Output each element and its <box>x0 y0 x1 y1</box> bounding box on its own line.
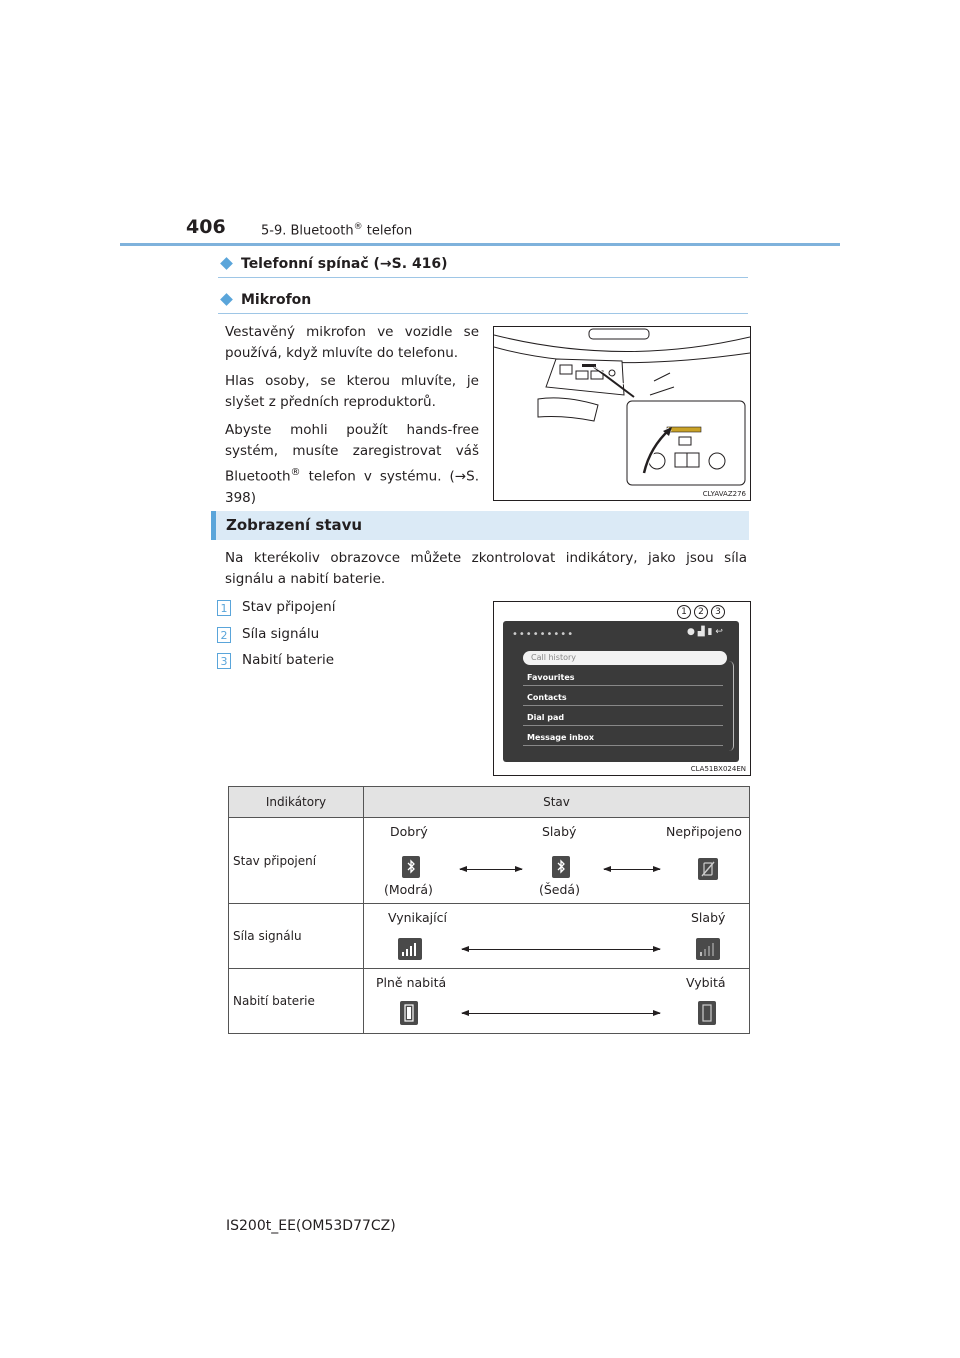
subheading-microphone: Mikrofon <box>218 292 748 314</box>
screen-dots: ••••••••• <box>512 629 575 640</box>
row-label-battery: Nabití baterie <box>229 969 364 1034</box>
header-indicators: Indikátory <box>229 787 364 818</box>
screen-figure-code: CLA51BX024EN <box>690 765 746 773</box>
page-number: 406 <box>186 216 226 238</box>
table-row <box>229 818 750 904</box>
item-label-signal: Síla signálu <box>242 626 320 642</box>
menu-item-contacts: Contacts <box>527 693 567 702</box>
status-indicators <box>687 627 723 637</box>
double-arrow-icon <box>604 869 660 870</box>
double-arrow-icon <box>462 1013 660 1014</box>
table-row <box>229 969 750 1034</box>
mic-paragraph-1: Vestavěný mikrofon ve vozidle se používá, když mluvíte do telefonu. <box>225 324 479 361</box>
label-signal-weak: Slabý <box>691 910 726 925</box>
mic-figure-code: CLYAVAZ276 <box>702 490 746 498</box>
item-number-1: 1 <box>217 600 231 616</box>
row-label-connection: Stav připojení <box>229 818 364 904</box>
header-rule <box>120 243 840 246</box>
signal-weak-icon <box>696 938 720 963</box>
battery-empty-icon <box>698 1001 716 1028</box>
back-icon: ↩ <box>715 627 723 637</box>
label-full: Plně nabitá <box>376 975 447 990</box>
header-status: Stav <box>364 787 750 818</box>
subheading-phone-switch: Telefonní spínač (→S. 416) <box>218 256 748 278</box>
signal-full-icon <box>398 938 422 963</box>
connection-status-cell <box>364 818 749 903</box>
diamond-bullet-icon <box>220 257 233 270</box>
bluetooth-blue-icon <box>402 856 420 881</box>
footer-model-code: IS200t_EE(OM53D77CZ) <box>226 1218 396 1234</box>
menu-item-favourites: Favourites <box>527 673 575 682</box>
item-label-battery: Nabití baterie <box>242 652 335 668</box>
signal-status-cell <box>364 904 749 968</box>
row-label-signal: Síla signálu <box>229 904 364 969</box>
table-header-row <box>229 787 750 818</box>
callout-1: 1 <box>677 605 691 619</box>
menu-item-message-inbox: Message inbox <box>527 733 595 742</box>
bluetooth-disconnected-icon <box>698 858 718 883</box>
microphone-illustration <box>493 326 751 501</box>
double-arrow-icon <box>462 949 660 950</box>
battery-status-cell <box>364 969 749 1033</box>
status-intro: Na kterékoliv obrazovce můžete zkontrolovat indikátory, jako jsou síla signálu a nabití baterie. <box>225 550 747 587</box>
label-blue: (Modrá) <box>384 882 433 897</box>
callout-2: 2 <box>694 605 708 619</box>
callout-3: 3 <box>711 605 725 619</box>
item-number-2: 2 <box>217 627 231 643</box>
diamond-bullet-icon <box>220 293 233 306</box>
status-heading: Zobrazení stavu <box>211 511 749 540</box>
display-screen <box>503 621 739 762</box>
section-title: 5-9. Bluetooth® telefon <box>261 222 413 239</box>
table-row <box>229 904 750 969</box>
item-label-connection: Stav připojení <box>242 599 336 615</box>
mic-paragraph-3: Abyste mohli použít hands-free systém, musíte zaregistrovat váš Bluetooth® telefon v systému. (→S. 398) <box>225 422 479 506</box>
battery-full-icon <box>400 1001 418 1028</box>
double-arrow-icon <box>460 869 522 870</box>
item-number-3: 3 <box>217 653 231 669</box>
menu-item-call-history: Call history <box>523 651 727 665</box>
mic-paragraph-2: Hlas osoby, se kterou mluvíte, je slyšet z předních reproduktorů. <box>225 373 479 410</box>
label-empty: Vybitá <box>686 975 726 990</box>
menu-item-dial-pad: Dial pad <box>527 713 565 722</box>
label-grey: (Šedá) <box>539 882 580 897</box>
bluetooth-grey-icon <box>552 856 570 881</box>
signal-status-icon: ▟ <box>697 627 705 637</box>
overhead-console-drawing <box>494 327 750 500</box>
label-not-connected: Nepřipojeno <box>666 824 742 839</box>
label-weak: Slabý <box>542 824 577 839</box>
scroll-arc <box>729 661 734 751</box>
battery-status-icon: ▮ <box>707 627 713 637</box>
status-table <box>228 786 750 1034</box>
label-good: Dobrý <box>390 824 428 839</box>
bluetooth-status-icon: ● <box>687 627 695 637</box>
screen-illustration <box>493 601 751 776</box>
label-excellent: Vynikající <box>388 910 447 925</box>
